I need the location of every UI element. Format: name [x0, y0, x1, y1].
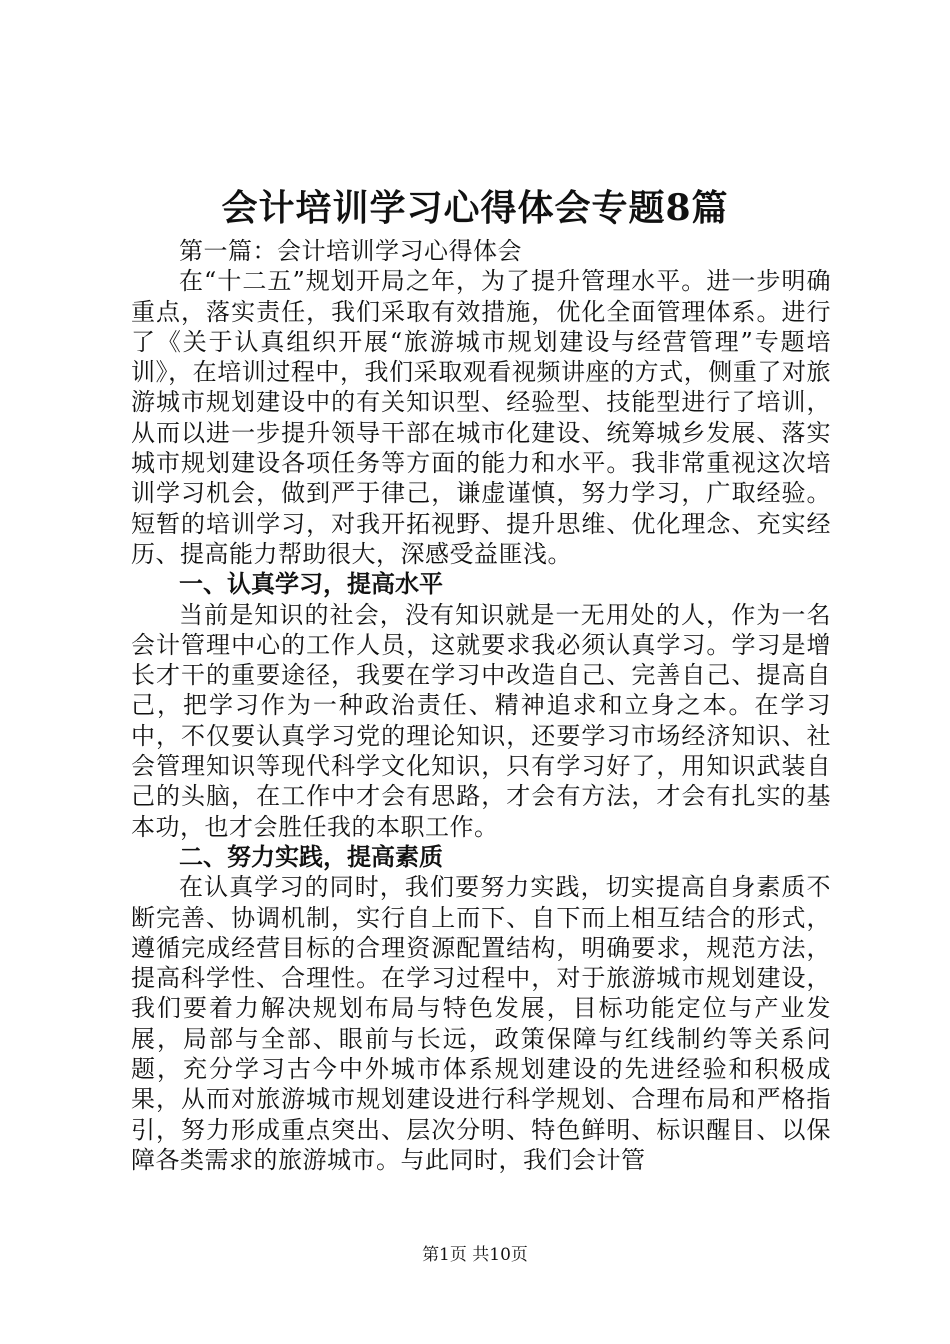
- document-title: 会计培训学习心得体会专题8篇: [221, 187, 729, 229]
- paragraph-study: 当前是知识的社会，没有知识就是一无用处的人，作为一名会计管理中心的工作人员，这就要求我必须认真学习。学习是增长才干的重要途径，我要在学习中改造自己、完善自己、提高自己，把学习作为一种政治责任、精神追求和立身之本。在学习中，不仅要认真学习党的理论知识，还要学习市场经济知识、社会管理知识等现代科学文化知识，只有学习好了，用知识武装自己的头脑，在工作中才会有思路，才会有方法，才会有扎实的基本功，也才会胜任我的本职工作。: [131, 600, 831, 841]
- document-body: [131, 236, 831, 1175]
- page-footer: 第1页 共10页: [422, 1245, 528, 1265]
- paragraph-intro: 在“十二五”规划开局之年，为了提升管理水平。进一步明确重点，落实责任，我们采取有效措施，优化全面管理体系。进行了《关于认真组织开展“旅游城市规划建设与经营管理”专题培训》，在培训过程中，我们采取观看视频讲座的方式，侧重了对旅游城市规划建设中的有关知识型、经验型、技能型进行了培训，从而以进一步提升领导干部在城市化建设、统筹城乡发展、落实城市规划建设各项任务等方面的能力和水平。我非常重视这次培训学习机会，做到严于律己，谦虚谨慎，努力学习，广取经验。短暂的培训学习，对我开拓视野、提升思维、优化理念、充实经历、提高能力帮助很大，深感受益匪浅。: [131, 267, 831, 568]
- heading-study: 一、认真学习，提高水平: [179, 570, 443, 599]
- heading-practice: 二、努力实践，提高素质: [179, 842, 443, 871]
- section-heading: 第一篇：会计培训学习心得体会: [179, 237, 522, 265]
- paragraph-practice: 在认真学习的同时，我们要努力实践，切实提高自身素质不断完善、协调机制，实行自上而下、自下而上相互结合的形式，遵循完成经营目标的合理资源配置结构，明确要求，规范方法，提高科学性、合理性。在学习过程中，对于旅游城市规划建设，我们要着力解决规划布局与特色发展，目标功能定位与产业发展，局部与全部、眼前与长远，政策保障与红线制约等关系问题，充分学习古今中外城市体系规划建设的先进经验和积极成果，从而对旅游城市规划建设进行科学规划、合理布局和严格指引，努力形成重点突出、层次分明、特色鲜明、标识醒目、以保障各类需求的旅游城市。与此同时，我们会计管: [131, 873, 831, 1174]
